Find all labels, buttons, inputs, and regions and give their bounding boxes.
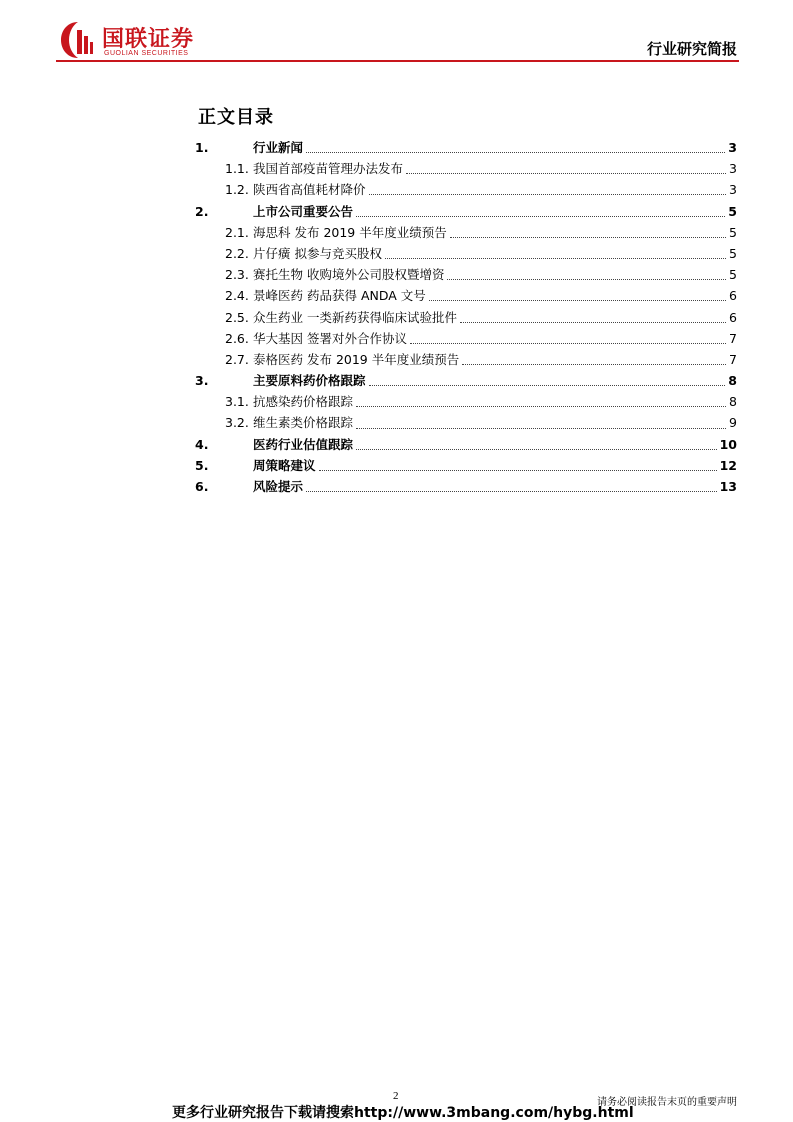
- footer-disclaimer: 请务必阅读报告末页的重要声明: [597, 1097, 737, 1108]
- toc-entry-number: 1.: [195, 140, 209, 155]
- toc-leader-dots: [369, 385, 726, 386]
- toc-entry-number: 2.7.: [225, 351, 249, 367]
- toc-entry-page: 5: [728, 203, 737, 219]
- logo-chinese-name: 国联证券: [102, 27, 195, 52]
- toc-entry-number: 1.1.: [225, 161, 249, 177]
- toc-leader-dots: [319, 470, 717, 471]
- toc-entry-number: 2.3.: [225, 267, 249, 283]
- toc-entry[interactable]: [195, 350, 737, 371]
- toc-entry[interactable]: [195, 329, 737, 350]
- toc-entry-label: 行业新闻: [253, 140, 304, 155]
- toc-leader-dots: [450, 237, 726, 238]
- toc-entry-number: 2.2.: [225, 245, 249, 261]
- toc-entry-label: 医药行业估值跟踪: [253, 436, 354, 452]
- toc-entry-page: 9: [729, 415, 737, 431]
- toc-entry-label: 华大基因 签署对外合作协议: [253, 330, 407, 346]
- toc-leader-dots: [460, 322, 726, 323]
- toc-entry-label: 周策略建议: [253, 457, 316, 473]
- toc-entry[interactable]: [195, 265, 737, 286]
- toc-entry-label: 景峰医药 药品获得 ANDA 文号: [253, 288, 426, 304]
- toc-entry-page: 5: [729, 267, 737, 283]
- toc-entry-label: 片仔癀 拟参与竞买股权: [253, 245, 382, 261]
- toc-entry-number: 2.6.: [225, 330, 249, 346]
- toc-entry[interactable]: [195, 202, 737, 223]
- toc-leader-dots: [356, 216, 725, 217]
- toc-entry-number: 3.2.: [225, 415, 249, 431]
- toc-entry-page: 10: [719, 436, 737, 452]
- toc-leader-dots: [306, 491, 717, 492]
- toc-entry-number: 3.1.: [225, 394, 249, 410]
- toc-entry[interactable]: [195, 477, 737, 498]
- toc-entry[interactable]: [195, 456, 737, 477]
- toc-entry-page: 5: [729, 245, 737, 261]
- toc-entry[interactable]: [195, 138, 737, 159]
- report-type-label: 行业研究简报: [646, 40, 737, 58]
- toc-entry-label: 众生药业 一类新药获得临床试验批件: [253, 309, 457, 325]
- toc-entry-page: 5: [729, 224, 737, 240]
- toc-leader-dots: [410, 343, 726, 344]
- toc-entry[interactable]: [195, 392, 737, 413]
- toc-entry-label: 抗感染药价格跟踪: [253, 394, 354, 410]
- toc-entry[interactable]: [195, 223, 737, 244]
- company-logo: [58, 20, 208, 64]
- guolian-logo-icon: [58, 20, 98, 60]
- toc-entry-page: 7: [729, 330, 737, 346]
- toc-entry-number: 2.5.: [225, 309, 249, 325]
- toc-entry[interactable]: [195, 159, 737, 180]
- page-header: [0, 0, 793, 70]
- toc-entry-number: 6.: [195, 479, 209, 494]
- table-of-contents: [195, 138, 737, 498]
- toc-entry-page: 12: [719, 457, 737, 473]
- toc-leader-dots: [429, 300, 726, 301]
- toc-entry-label: 上市公司重要公告: [253, 203, 354, 219]
- toc-entry[interactable]: [195, 308, 737, 329]
- toc-entry-page: 13: [719, 479, 737, 494]
- header-divider: [56, 60, 739, 62]
- toc-leader-dots: [385, 258, 726, 259]
- toc-entry-label: 我国首部疫苗管理办法发布: [253, 161, 404, 177]
- toc-entry-page: 3: [729, 161, 737, 177]
- logo-english-name: GUOLIAN SECURITIES: [104, 50, 189, 57]
- toc-entry-label: 海思科 发布 2019 半年度业绩预告: [253, 224, 447, 240]
- toc-entry-page: 3: [729, 182, 737, 198]
- toc-entry-number: 1.2.: [225, 182, 249, 198]
- toc-entry-label: 赛托生物 收购境外公司股权暨增资: [253, 267, 445, 283]
- toc-entry-number: 2.1.: [225, 224, 249, 240]
- toc-entry-label: 陕西省高值耗材降价: [253, 182, 366, 198]
- toc-entry-label: 泰格医药 发布 2019 半年度业绩预告: [253, 351, 460, 367]
- toc-entry-number: 4.: [195, 436, 209, 452]
- toc-entry-number: 2.: [195, 203, 209, 219]
- toc-entry[interactable]: [195, 286, 737, 307]
- toc-leader-dots: [447, 279, 726, 280]
- toc-leader-dots: [356, 428, 726, 429]
- toc-leader-dots: [406, 173, 726, 174]
- toc-entry-label: 维生素类价格跟踪: [253, 415, 354, 431]
- toc-leader-dots: [356, 406, 726, 407]
- toc-entry-page: 3: [728, 140, 737, 155]
- page-number: 2: [393, 1090, 399, 1102]
- toc-entry[interactable]: [195, 180, 737, 201]
- toc-entry-label: 风险提示: [253, 479, 304, 494]
- toc-entry-page: 6: [729, 288, 737, 304]
- footer-promo-link[interactable]: 更多行业研究报告下载请搜索http://www.3mbang.com/hybg.html: [172, 1105, 634, 1121]
- toc-entry-number: 5.: [195, 457, 209, 473]
- toc-entry-page: 8: [729, 394, 737, 410]
- toc-entry-page: 6: [729, 309, 737, 325]
- toc-leader-dots: [356, 449, 717, 450]
- toc-entry[interactable]: [195, 371, 737, 392]
- toc-title: 正文目录: [198, 107, 274, 128]
- toc-entry-number: 2.4.: [225, 288, 249, 304]
- toc-entry-page: 8: [728, 373, 737, 389]
- toc-entry-label: 主要原料药价格跟踪: [253, 373, 366, 389]
- toc-entry[interactable]: [195, 435, 737, 456]
- toc-entry-number: 3.: [195, 373, 209, 389]
- toc-leader-dots: [369, 194, 727, 195]
- toc-leader-dots: [462, 364, 726, 365]
- toc-entry[interactable]: [195, 244, 737, 265]
- toc-leader-dots: [306, 152, 725, 153]
- toc-entry-page: 7: [729, 351, 737, 367]
- toc-entry[interactable]: [195, 413, 737, 434]
